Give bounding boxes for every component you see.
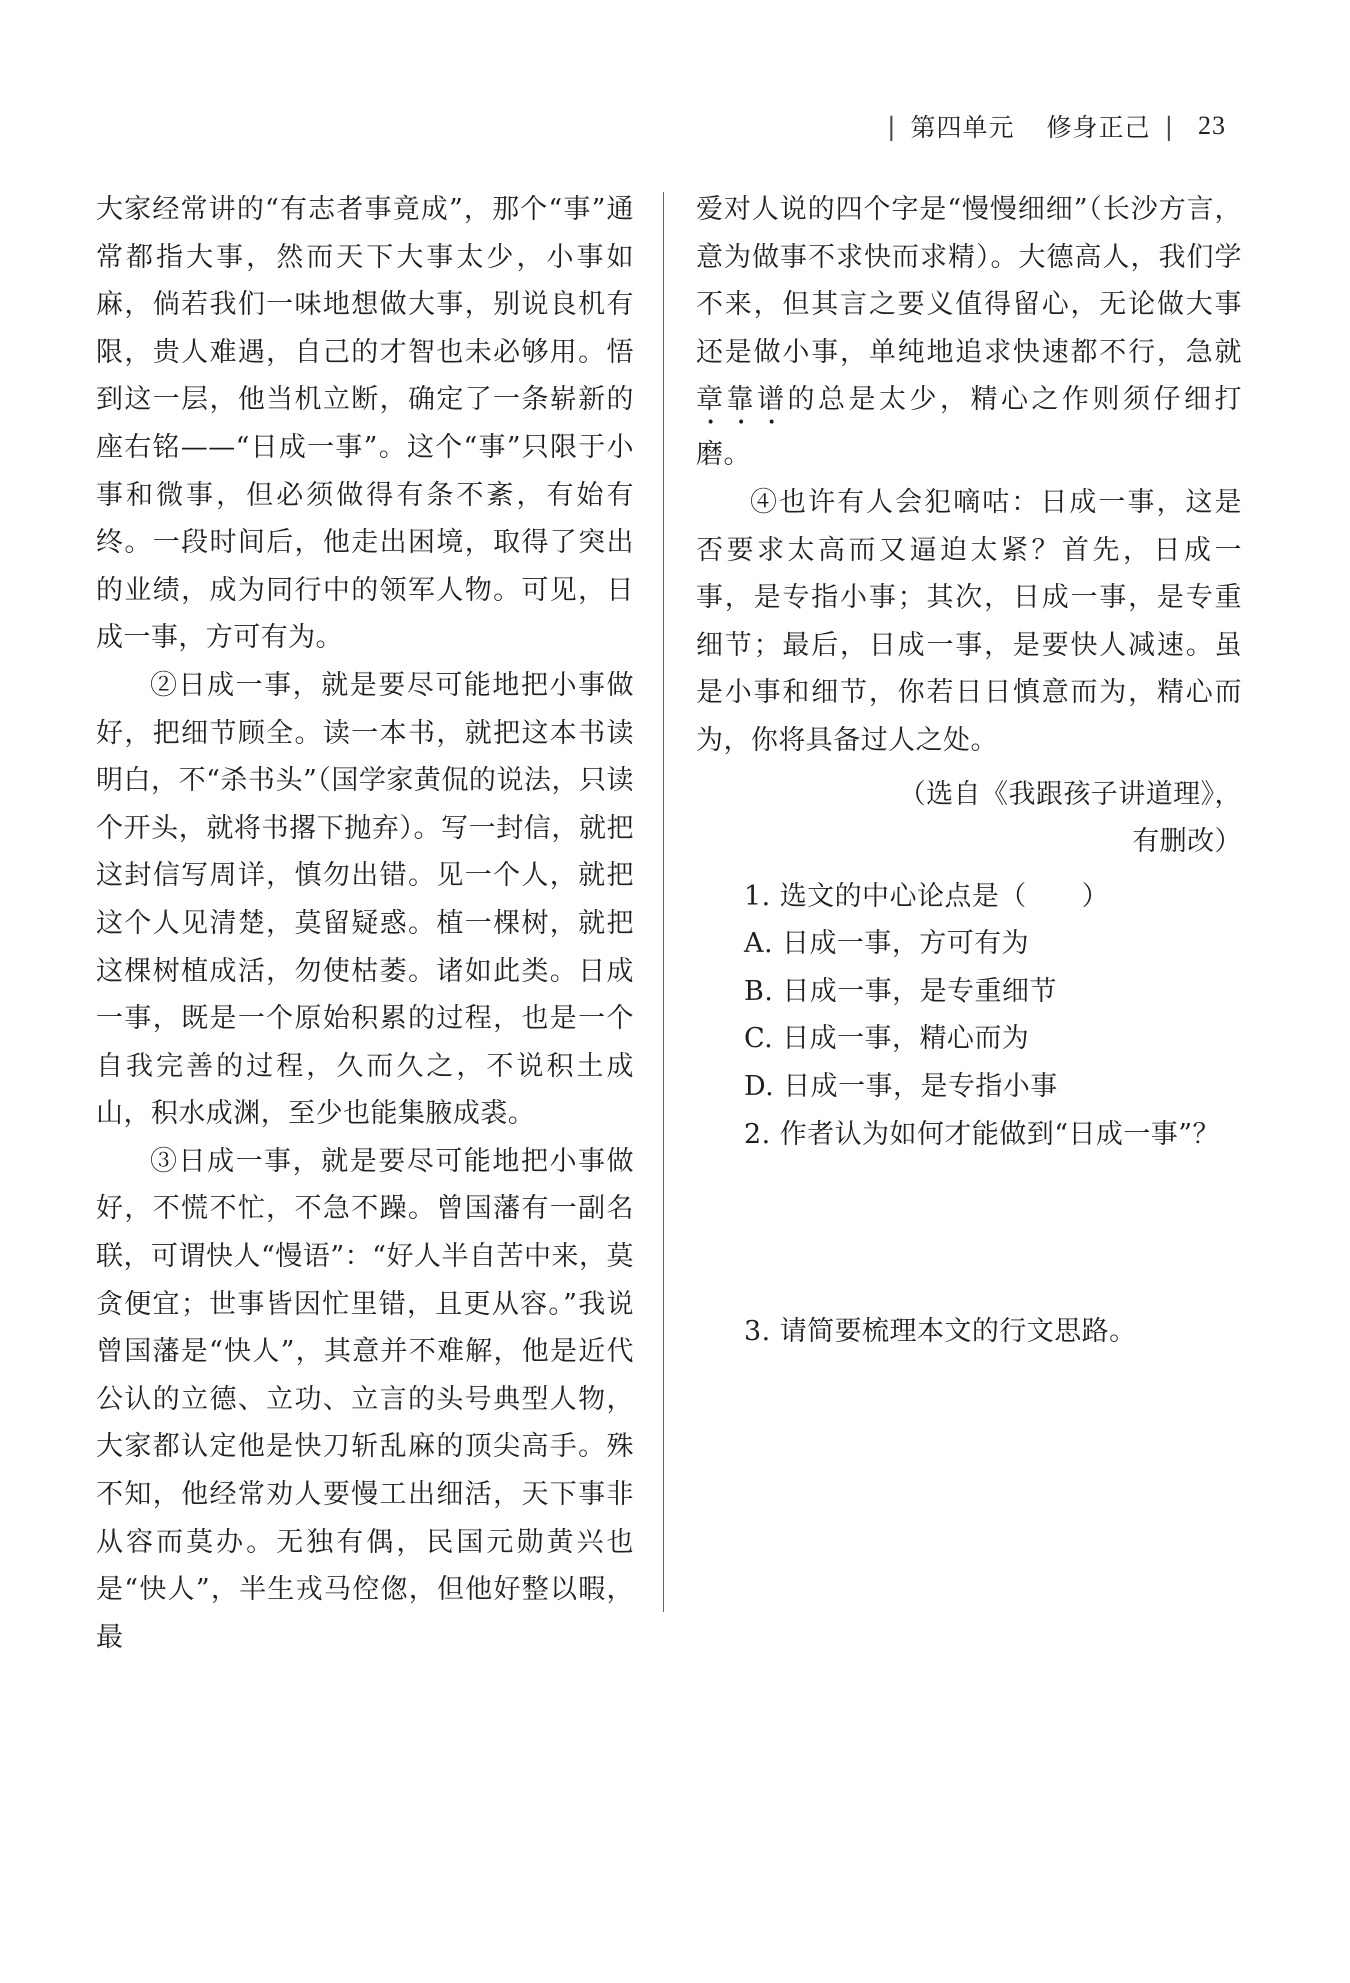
emphasized-phrase: 章靠谱 [696,384,788,416]
option-d: D. 日成一事，是专指小事 [744,1070,1058,1102]
question-3: 3. 请简要梳理本文的行文思路。 [744,1316,1137,1348]
right-column [696,186,1242,1356]
paragraph-continued: 大家经常讲的“有志者事竟成”，那个“事”通常都指大事，然而天下大事太少，小事如麻，倘若我们一味地想做大事，别说良机有限，贵人难遇，自己的才智也未必够用。悟到这一层，他当机立断，确定了一条崭新的座右铭——“日成一事”。这个“事”只限于小事和微事，但必须做得有条不紊，有始有终。一段时间后，他走出困境，取得了突出的业绩，成为同行中的领军人物。可见，日成一事，方可有为。 [96,194,634,654]
option-b: B. 日成一事，是专重细节 [744,975,1057,1007]
source-citation: （选自《我跟孩子讲道理》， [898,778,1242,810]
question-1: 1. 选文的中心论点是（ ） [744,880,1110,912]
paragraph-2: ②日成一事，就是要尽可能地把小事做好，把细节顾全。读一本书，就把这本书读明白，不“杀书头”（国学家黄侃的说法，只读个开头，就将书撂下抛弃）。写一封信，就把这封信写周详，慎勿出错。见一个人，就把这个人见清楚，莫留疑惑。植一棵树，就把这棵树植成活，勿使枯萎。诸如此类。日成一事，既是一个原始积累的过程，也是一个自我完善的过程，久而久之，不说积土成山，积水成渊，至少也能集腋成裘。 [96,669,634,1130]
paragraph-3-continued [696,186,1242,479]
header-separator: | [1164,111,1174,141]
source-citation-note: 有删改） [1132,825,1242,857]
header-unit: 第四单元 [910,113,1015,142]
paragraph-text: 的总是太少，精心之作则须仔细打磨。 [696,384,1242,471]
column-divider [663,192,664,1612]
questions-section [696,873,1242,1356]
option-c: C. 日成一事，精心而为 [744,1023,1030,1055]
question-2: 2. 作者认为如何才能做到“日成一事”？ [744,1118,1220,1150]
option-a: A. 日成一事，方可有为 [744,928,1030,960]
header-unit-title: 修身正己 [1046,113,1151,142]
header-separator: | [887,111,897,141]
left-column [96,186,634,1661]
paragraph-4: ④也许有人会犯嘀咕：日成一事，这是否要求太高而又逼迫太紧？首先，日成一事，是专指小事；其次，日成一事，是专重细节；最后，日成一事，是要快人减速。虽是小事和细节，你若日日慎意而为，精心而为，你将具备过人之处。 [696,486,1242,756]
paragraph-text: 爱对人说的四个字是“慢慢细细”（长沙方言，意为做事不求快而求精）。大德高人，我们学不来，但其言之要义值得留心，无论做大事还是做小事，单纯地追求快速都不行，急就 [696,194,1242,368]
running-header [887,108,1226,144]
page-number: 23 [1198,111,1226,140]
paragraph-3: ③日成一事，就是要尽可能地把小事做好，不慌不忙，不急不躁。曾国藩有一副名联，可谓快人“慢语”：“好人半自苦中来，莫贪便宜；世事皆因忙里错，且更从容。”我说曾国藩是“快人”，其意并不难解，他是近代公认的立德、立功、立言的头号典型人物，大家都认定他是快刀斩乱麻的顶尖高手。殊不知，他经常劝人要慢工出细活，天下事非从容而莫办。无独有偶，民国元勋黄兴也是“快人”，半生戎马倥偬，但他好整以暇，最 [96,1145,634,1653]
